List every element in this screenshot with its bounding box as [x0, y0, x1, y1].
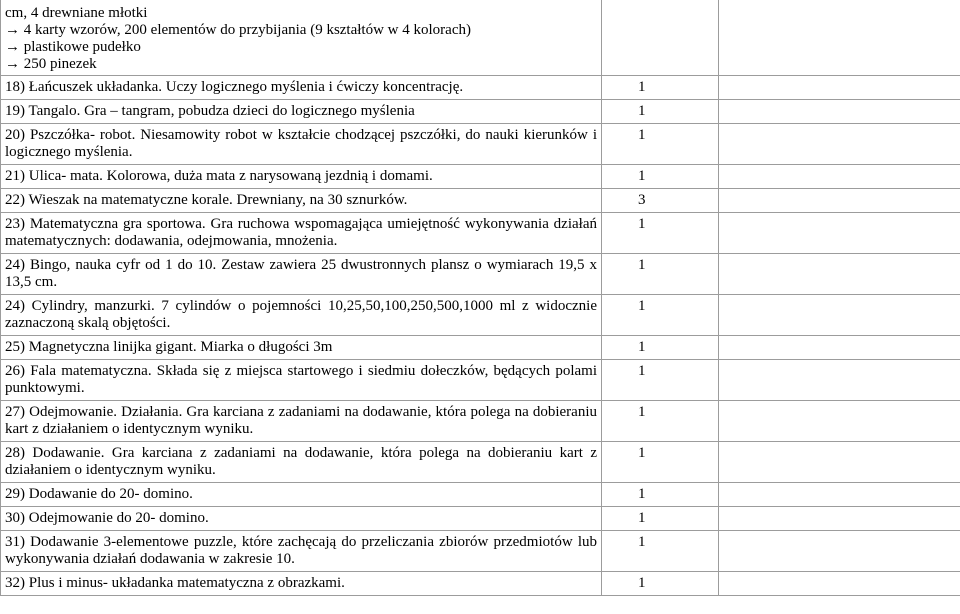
table-row	[1, 165, 960, 189]
table-row	[1, 572, 960, 596]
item-quantity: 1	[602, 531, 719, 572]
item-description: 20) Pszczółka- robot. Niesamowity robot w kształcie chodzącej pszczółki, do nauki kierunków i logicznego myślenia.	[1, 124, 602, 165]
item-description: 32) Plus i minus- układanka matematyczna z obrazkami.	[1, 572, 602, 596]
first-item-line: cm, 4 drewniane młotki	[5, 5, 148, 21]
item-description: 24) Cylindry, manzurki. 7 cylindów o pojemności 10,25,50,100,250,500,1000 ml z widocznie zaznaczoną skalą objętości.	[1, 295, 602, 336]
empty-cell	[719, 483, 960, 507]
item-quantity: 1	[602, 336, 719, 360]
empty-cell	[719, 442, 960, 483]
empty-cell	[719, 0, 960, 76]
item-quantity: 1	[602, 100, 719, 124]
first-item-line: → 250 pinezek	[5, 56, 597, 73]
item-description: 26) Fala matematyczna. Składa się z miejsca startowego i siedmiu dołeczków, będących polami punktowymi.	[1, 360, 602, 401]
empty-cell	[719, 76, 960, 100]
item-description: 28) Dodawanie. Gra karciana z zadaniami na dodawanie, która polega na dobieraniu kart z działaniem o identycznym wyniku.	[1, 442, 602, 483]
empty-cell	[719, 572, 960, 596]
item-description: 22) Wieszak na matematyczne korale. Drewniany, na 30 sznurków.	[1, 189, 602, 213]
table-row	[1, 401, 960, 442]
empty-cell	[719, 531, 960, 572]
item-description: 21) Ulica- mata. Kolorowa, duża mata z narysowaną jezdnią i domami.	[1, 165, 602, 189]
table-row	[1, 76, 960, 100]
table-row	[1, 507, 960, 531]
item-quantity: 1	[602, 124, 719, 165]
item-quantity: 1	[602, 572, 719, 596]
item-description: 24) Bingo, nauka cyfr od 1 do 10. Zestaw zawiera 25 dwustronnych plansz o wymiarach 19,5 x 13,5 cm.	[1, 254, 602, 295]
item-quantity: 1	[602, 213, 719, 254]
quantity-cell	[602, 0, 719, 76]
item-quantity: 1	[602, 165, 719, 189]
empty-cell	[719, 213, 960, 254]
item-quantity: 3	[602, 189, 719, 213]
table-row	[1, 100, 960, 124]
item-quantity: 1	[602, 76, 719, 100]
empty-cell	[719, 295, 960, 336]
item-quantity: 1	[602, 254, 719, 295]
item-description: 18) Łańcuszek układanka. Uczy logicznego myślenia i ćwiczy koncentrację.	[1, 76, 602, 100]
empty-cell	[719, 336, 960, 360]
item-description: 29) Dodawanie do 20- domino.	[1, 483, 602, 507]
empty-cell	[719, 254, 960, 295]
table-body	[1, 0, 960, 596]
table-row	[1, 0, 960, 76]
table-row	[1, 254, 960, 295]
empty-cell	[719, 189, 960, 213]
empty-cell	[719, 507, 960, 531]
item-quantity: 1	[602, 360, 719, 401]
item-quantity: 1	[602, 483, 719, 507]
table-row	[1, 336, 960, 360]
table-row	[1, 124, 960, 165]
item-description: 31) Dodawanie 3-elementowe puzzle, które zachęcają do przeliczania zbiorów przedmiotów lub wykonywania działań dodawania w zakresie 10.	[1, 531, 602, 572]
item-description: 27) Odejmowanie. Działania. Gra karciana z zadaniami na dodawanie, która polega na dobieraniu kart z działaniem o identycznym wyniku.	[1, 401, 602, 442]
empty-cell	[719, 165, 960, 189]
item-description: 30) Odejmowanie do 20- domino.	[1, 507, 602, 531]
empty-cell	[719, 401, 960, 442]
first-item-line: → plastikowe pudełko	[5, 39, 597, 56]
item-description: 25) Magnetyczna linijka gigant. Miarka o długości 3m	[1, 336, 602, 360]
table-row	[1, 442, 960, 483]
item-quantity: 1	[602, 401, 719, 442]
empty-cell	[719, 360, 960, 401]
table-row	[1, 295, 960, 336]
table-row	[1, 531, 960, 572]
item-quantity: 1	[602, 442, 719, 483]
item-quantity: 1	[602, 295, 719, 336]
item-description: 23) Matematyczna gra sportowa. Gra ruchowa wspomagająca umiejętność wykonywania działań matematycznych: dodawania, odejmowania, mnożenia.	[1, 213, 602, 254]
table-row	[1, 483, 960, 507]
empty-cell	[719, 124, 960, 165]
table-row	[1, 213, 960, 254]
table-row	[1, 360, 960, 401]
first-item-description	[1, 0, 602, 76]
item-quantity: 1	[602, 507, 719, 531]
empty-cell	[719, 100, 960, 124]
table-row	[1, 189, 960, 213]
item-description: 19) Tangalo. Gra – tangram, pobudza dzieci do logicznego myślenia	[1, 100, 602, 124]
first-item-line: → 4 karty wzorów, 200 elementów do przybijania (9 kształtów w 4 kolorach)	[5, 22, 597, 39]
